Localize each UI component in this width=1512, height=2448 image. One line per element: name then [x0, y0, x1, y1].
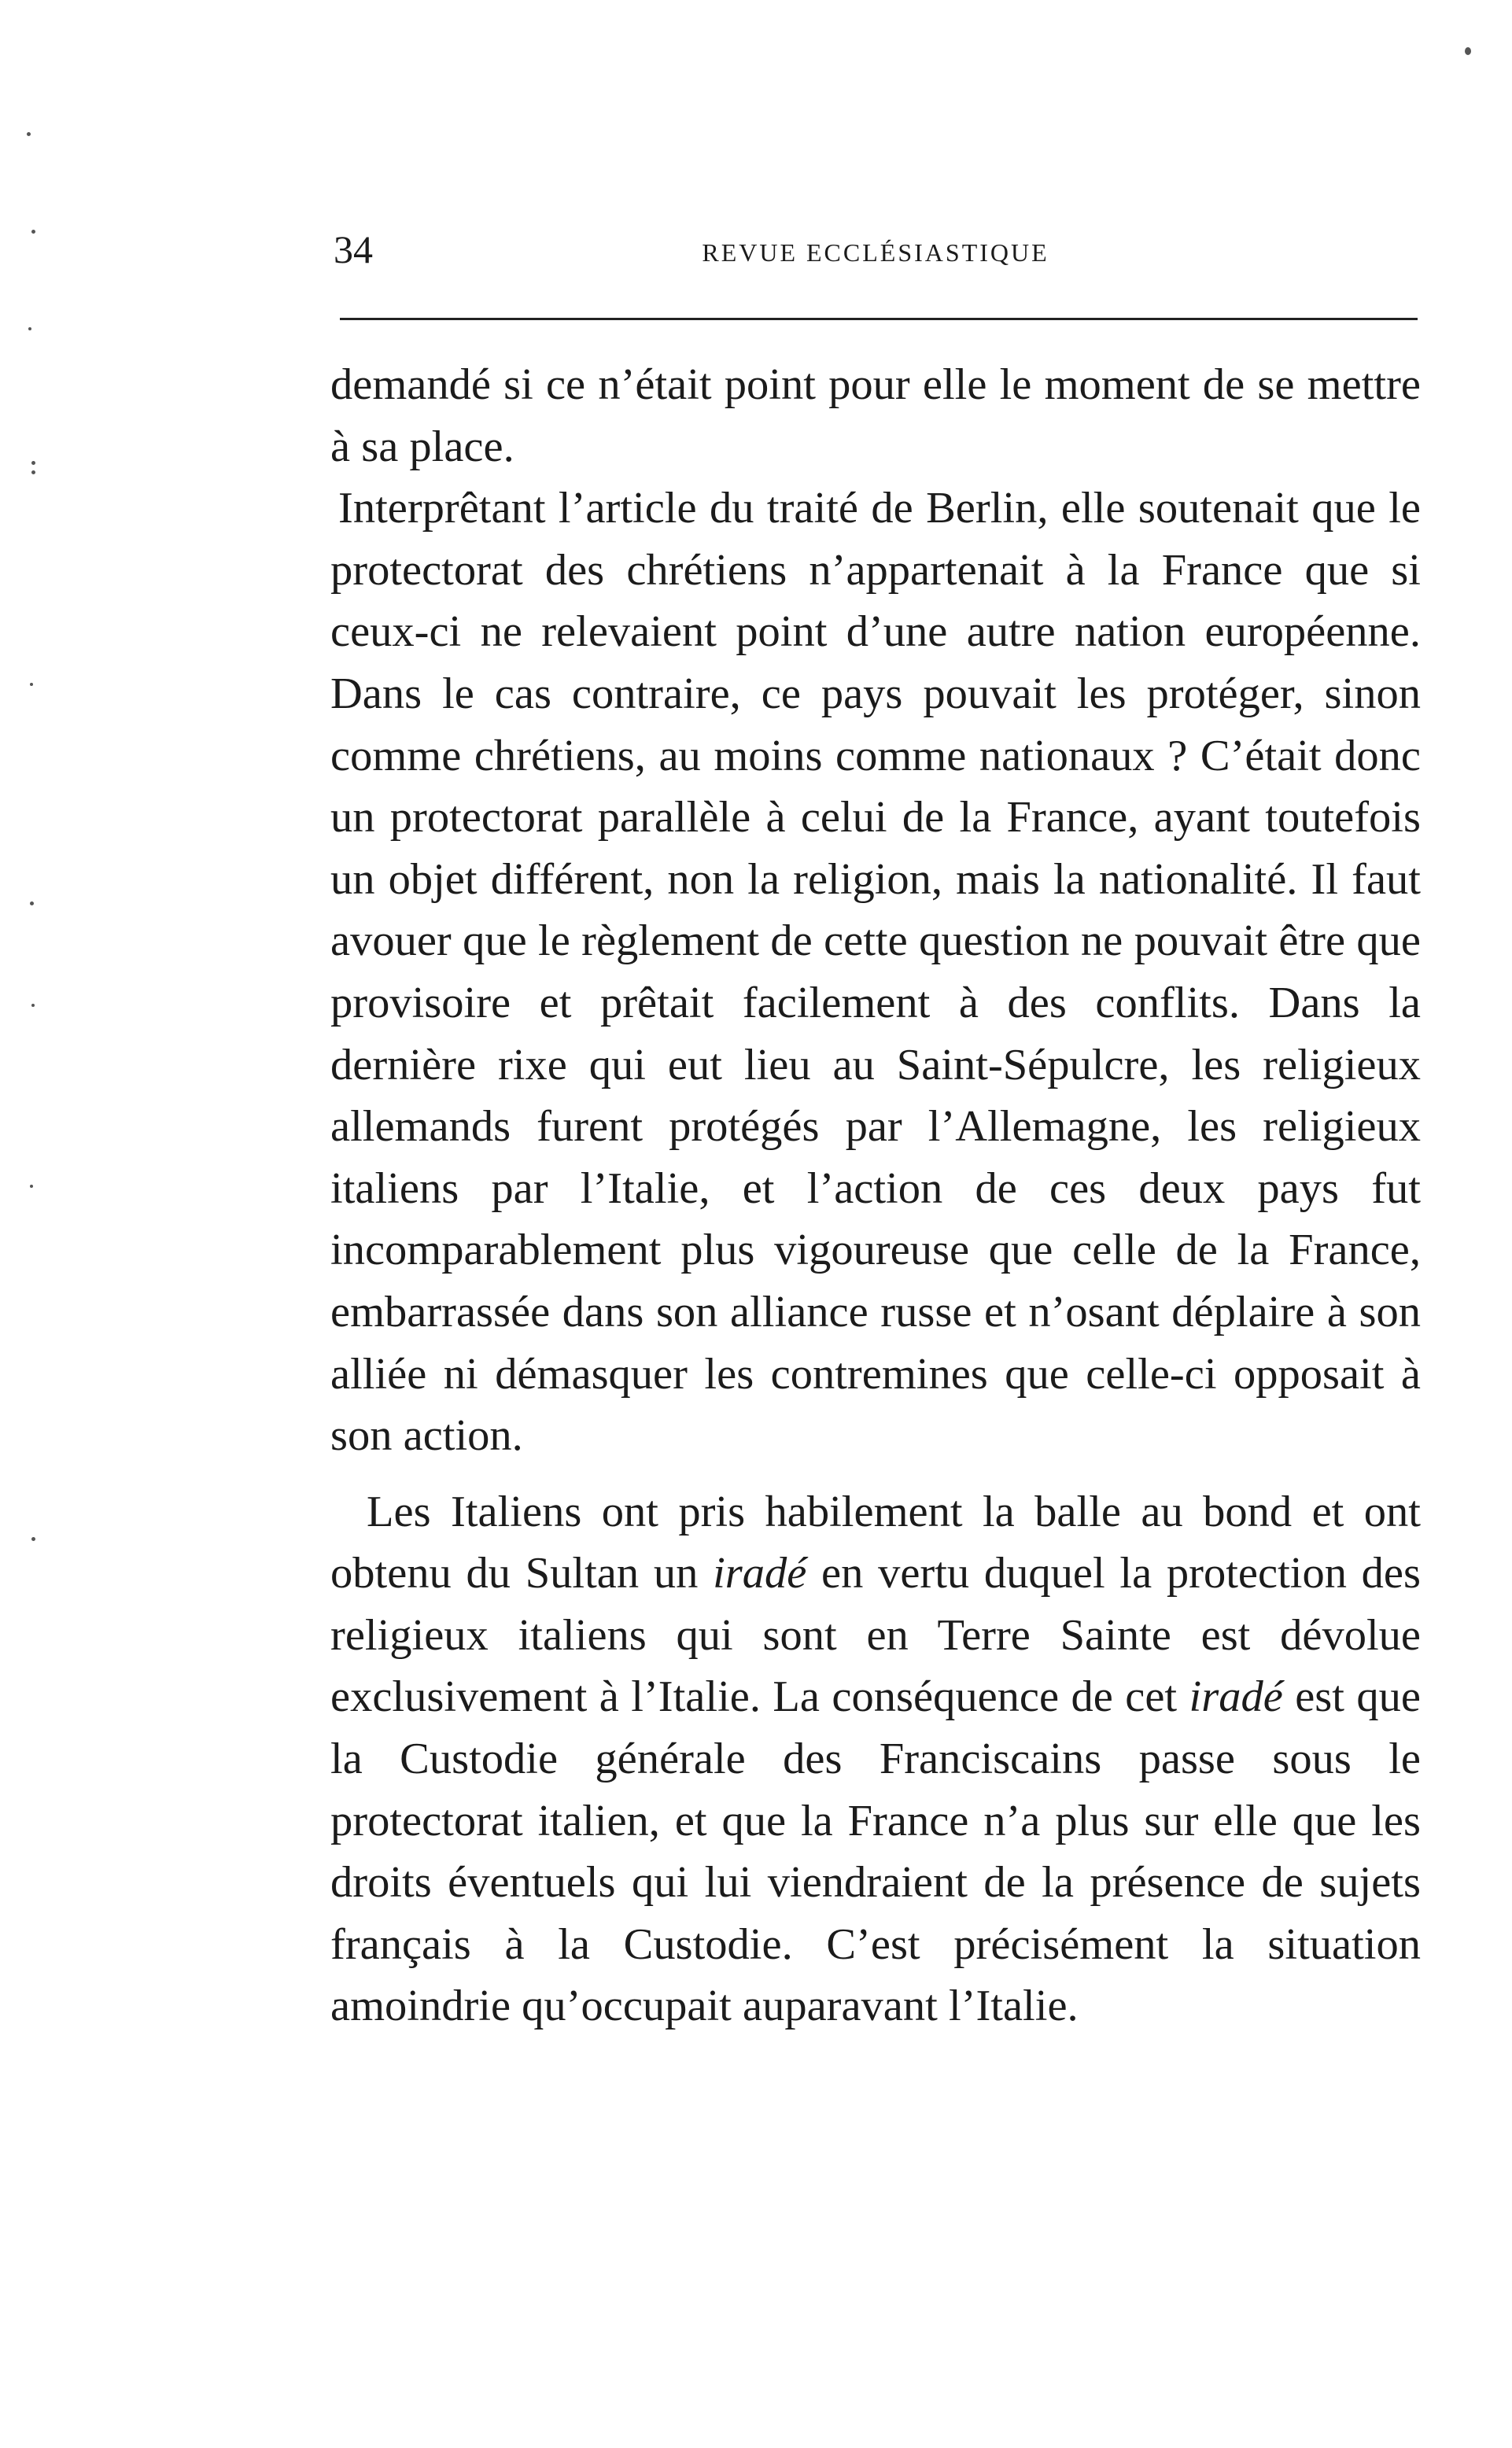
- scan-speck: [31, 461, 35, 465]
- scan-speck: [31, 1004, 35, 1007]
- page-number: 34: [334, 227, 373, 271]
- paragraph-3-text: est que la Custodie générale des Franciscains passe sous le protectorat italien, et que la France n’a plus sur elle que les droits éventuels qui lui viendraient de la présence de sujets français à la Custodie. C’est précisément la situation amoindrie qu’occupait auparavant l’Italie.: [330, 1672, 1421, 2031]
- scan-speck: [31, 470, 35, 474]
- paragraph-2: Interprêtant l’article du traité de Berlin, elle soutenait que le protectorat des chrétiens n’appartenait à la France que si ceux-ci ne relevaient point d’une autre nation européenne. Dans le cas contraire, ce pays pouvait les protéger, sinon comme chrétiens, au moins comme nationaux ? C’était donc un protectorat parallèle à celui de la France, ayant toutefois un objet différent, non la religion, mais la nationalité. Il faut avouer que le règlement de cette question ne pouvait être que provisoire et prêtait facilement à des conflits. Dans la dernière rixe qui eut lieu au Saint-Sépulcre, les religieux allemands furent protégés par l’Allemagne, les religieux italiens par l’Italie, et l’action de ces deux pays fut incomparablement plus vigoureuse que celle de la France, embarrassée dans son alliance russe et n’osant déplaire à son alliée ni démasquer les contremines que celle-ci opposait à son action.: [330, 484, 1421, 1461]
- running-title: REVUE ECCLÉSIASTIQUE: [702, 238, 1049, 267]
- header-rule: [340, 318, 1418, 320]
- scan-speck: [30, 901, 34, 905]
- scan-speck: [30, 1185, 33, 1188]
- scan-speck: [1465, 47, 1471, 55]
- paragraph-3: [330, 1481, 1421, 2037]
- paragraph-3-text: Les Italiens ont pris habilement la balle au bond et ont obtenu du Sultan un: [330, 1487, 1421, 1598]
- iradé-term: iradé: [1189, 1672, 1283, 1722]
- paragraph-1: demandé si ce n’était point pour elle le moment de se mettre à sa place.: [330, 360, 1421, 471]
- scan-speck: [31, 1537, 35, 1541]
- paragraph-3-text: en vertu duquel la protection des religieux italiens qui sont en Terre Sainte est dévolue exclusivement à l’Italie. La conséquence de cet: [330, 1549, 1421, 1722]
- scan-speck: [31, 230, 35, 234]
- body-text: [330, 354, 1421, 2037]
- scan-speck: [28, 327, 31, 330]
- scan-speck: [30, 683, 33, 686]
- scan-speck: [27, 132, 31, 136]
- iradé-term: iradé: [713, 1549, 807, 1598]
- page-header: [334, 222, 1418, 277]
